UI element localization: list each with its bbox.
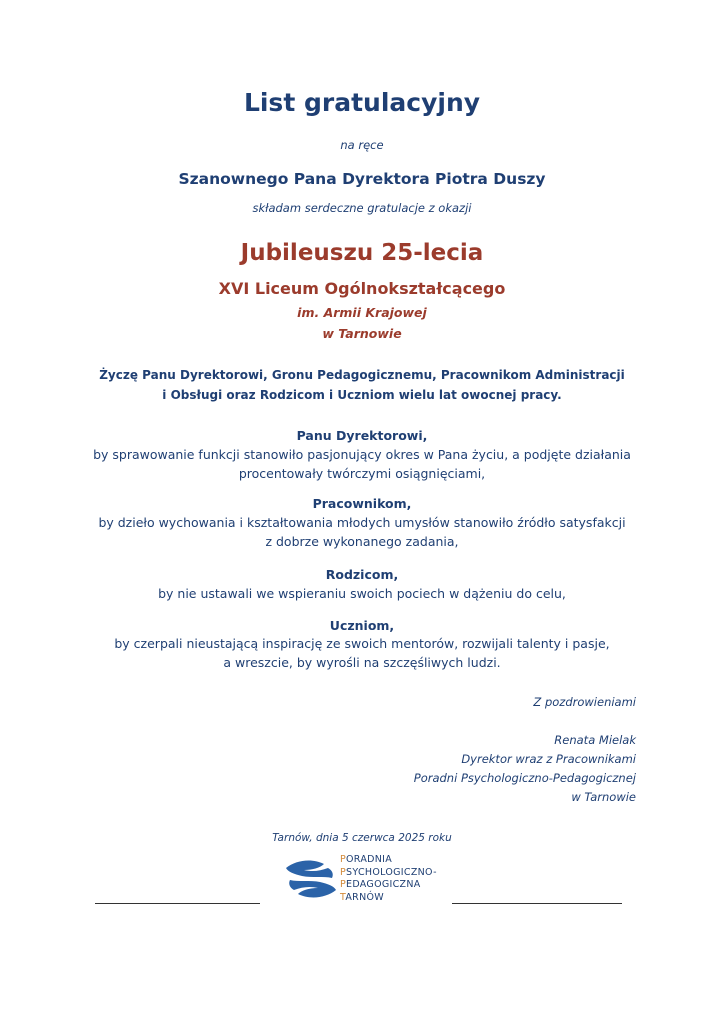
hands-icon xyxy=(282,854,340,904)
signature-line-2: Poradni Psychologiczno-Pedagogicznej xyxy=(413,771,636,785)
signature-line-3: w Tarnowie xyxy=(571,790,636,804)
paragraph-line: by dzieło wychowania i kształtowania młodych umysłów stanowiło źródło satysfakcji xyxy=(98,515,626,530)
paragraph-line: by sprawowanie funkcji stanowiło pasjonujący okres w Pana życiu, a podjęte działania xyxy=(93,447,631,462)
na-rece-line: na ręce xyxy=(340,138,384,152)
paragraph-heading: Pracownikom, xyxy=(312,496,412,511)
signature-line-1: Dyrektor wraz z Pracownikami xyxy=(461,752,636,766)
school-name: XVI Liceum Ogólnokształcącego xyxy=(218,279,506,298)
signature-rule-left xyxy=(95,903,260,904)
logo-line: PSYCHOLOGICZNO- xyxy=(340,866,437,878)
paragraph-heading: Rodzicom, xyxy=(325,567,399,582)
date-line: Tarnów, dnia 5 czerwca 2025 roku xyxy=(272,832,452,844)
logo-line: TARNÓW xyxy=(340,891,384,903)
paragraph-line: procentowały twórczymi osiągnięciami, xyxy=(238,466,486,481)
recipient-line: Szanownego Pana Dyrektora Piotra Duszy xyxy=(178,170,546,188)
logo-line: PEDAGOGICZNA xyxy=(340,879,421,890)
paragraph-line: by nie ustawali we wspieraniu swoich pociech w dążeniu do celu, xyxy=(158,586,566,601)
school-city: w Tarnowie xyxy=(322,326,402,341)
paragraph-heading: Uczniom, xyxy=(329,618,395,633)
letter-title: List gratulacyjny xyxy=(243,88,481,117)
signature-name: Renata Mielak xyxy=(554,733,636,747)
paragraph-line: z dobrze wykonanego zadania, xyxy=(265,534,459,549)
paragraph-line: by czerpali nieustającą inspirację ze swoich mentorów, rozwijali talenty i pasje, xyxy=(114,636,610,651)
jubilee-heading: Jubileuszu 25-lecia xyxy=(240,240,484,266)
paragraph-heading: Panu Dyrektorowi, xyxy=(296,428,428,443)
institution-logo xyxy=(282,852,482,910)
intro-line: składam serdeczne gratulacje z okazji xyxy=(252,201,472,215)
logo-line: PORADNIA xyxy=(340,854,393,865)
closing-line: Z pozdrowieniami xyxy=(533,695,636,709)
school-patron: im. Armii Krajowej xyxy=(297,305,427,320)
wish-line-1: Życzę Panu Dyrektorowi, Gronu Pedagogicznemu, Pracownikom Administracji xyxy=(99,368,625,382)
logo-text xyxy=(340,854,437,904)
wish-line-2: i Obsługi oraz Rodzicom i Uczniom wielu lat owocnej pracy. xyxy=(162,388,562,402)
paragraph-line: a wreszcie, by wyrośli na szczęśliwych ludzi. xyxy=(223,655,501,670)
